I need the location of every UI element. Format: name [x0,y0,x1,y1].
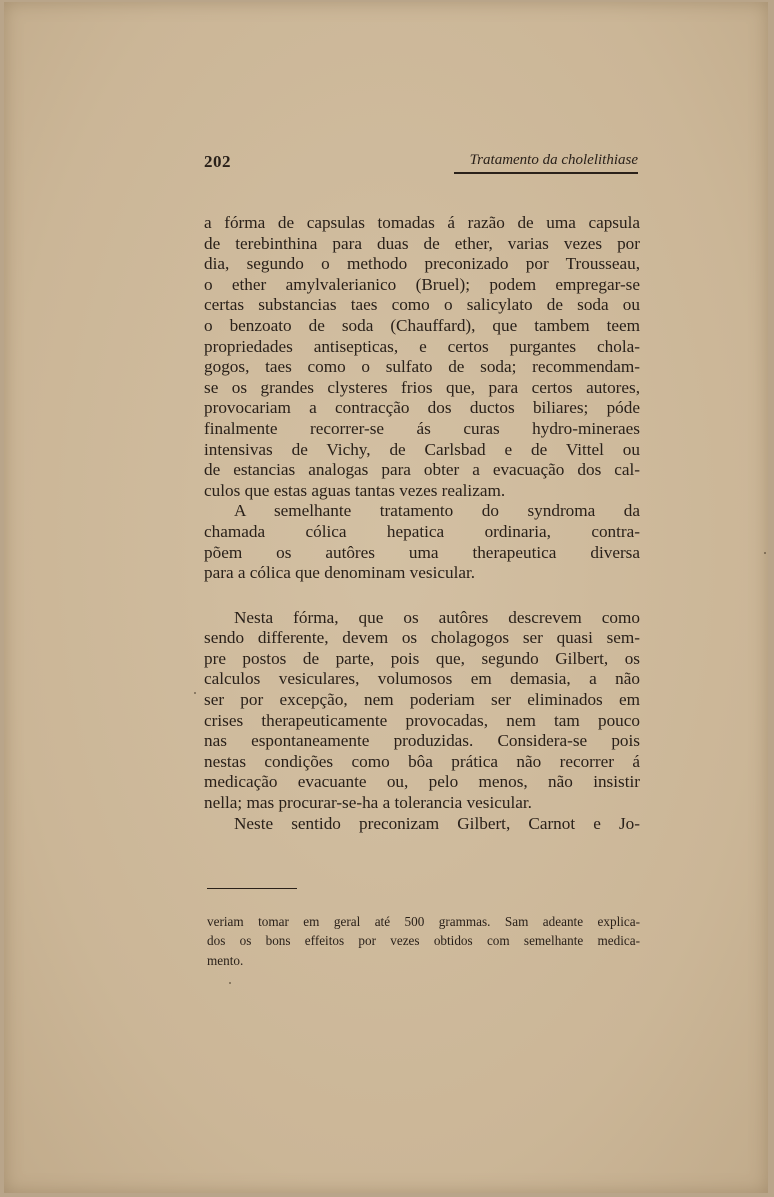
paragraph-2 [204,501,640,583]
text-line: dia, segundo o methodo preconizado por Trousseau, [204,254,640,274]
paragraph-3 [204,608,640,814]
footnote-line: veriam tomar em geral até 500 grammas. Sam adeante explica- [207,914,640,929]
page-number: 202 [204,152,231,171]
text-line: sendo differente, devem os cholagogos ser quasi sem- [204,628,640,648]
text-line: certas substancias taes como o salicylato de soda ou [204,295,640,315]
text-line: pre postos de parte, pois que, segundo Gilbert, os [204,648,640,668]
text-line: Neste sentido preconizam Gilbert, Carnot e Jo- [234,813,640,833]
text-line: medicação evacuante ou, pelo menos, não insistir [204,772,640,792]
text-line: nestas condições como bôa prática não recorrer á [204,751,640,771]
text-line: nas espontaneamente produzidas. Considera-se pois [204,731,640,751]
text-line: se os grandes clysteres frios que, para certos autores, [204,377,640,397]
footnote-line: mento. [207,952,244,968]
book-page [4,2,768,1193]
footnote-line: dos os bons effeitos por vezes obtidos com semelhante medica- [207,933,640,949]
text-line: gogos, taes como o sulfato de soda; recommendam- [204,357,640,377]
text-line: crises therapeuticamente provocadas, nem tam pouco [204,710,640,730]
text-line: chamada cólica hepatica ordinaria, contra- [204,521,640,541]
paragraph-4 [204,814,640,835]
text-line: ser por excepção, nem poderiam ser eliminados em [204,690,640,710]
text-line: a fórma de capsulas tomadas á razão de uma capsula [204,213,640,232]
text-line: para a cólica que denominam vesicular. [204,563,476,583]
body-text [204,213,640,834]
paper-speck [229,982,231,984]
text-line: de terebinthina para duas de ether, varias vezes por [204,233,640,253]
text-line: o benzoato de soda (Chauffard), que tambem teem [204,315,640,335]
paper-speck [194,692,196,694]
text-line: nella; mas procurar-se-ha a tolerancia vesicular. [204,793,532,813]
text-line: provocariam a contracção dos ductos biliares; póde [204,398,640,418]
text-line: intensivas de Vichy, de Carlsbad e de Vittel ou [204,439,640,459]
text-line: o ether amylvalerianico (Bruel); podem empregar-se [204,274,640,294]
paragraph-1 [204,213,640,501]
text-line: calculos vesiculares, volumosos em demasia, a não [204,669,640,689]
section-gap [204,584,640,608]
text-line: põem os autôres uma therapeutica diversa [204,542,640,562]
text-line: A semelhante tratamento do syndroma da [234,501,640,521]
text-line: de estancias analogas para obter a evacuação dos cal- [204,460,640,480]
text-line: Nesta fórma, que os autôres descrevem como [234,607,640,627]
text-line: culos que estas aguas tantas vezes realizam. [204,480,506,500]
footnote-rule [207,888,297,889]
paper-speck [764,552,766,554]
header-rule [454,172,638,174]
footnote [207,912,640,970]
text-line: finalmente recorrer-se ás curas hydro-mineraes [204,418,640,438]
running-title: Tratamento da cholelithiase [469,152,638,168]
text-line: propriedades antisepticas, e certos purgantes chola- [204,336,640,356]
